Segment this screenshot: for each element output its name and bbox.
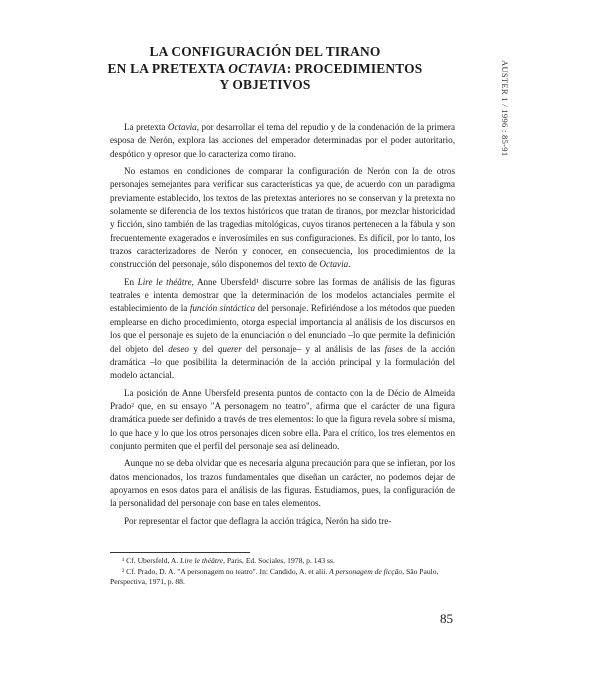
p1-text-a: La pretexta [124,122,168,132]
page-number: 85 [440,611,453,626]
p2-italic: Octavia [319,259,349,270]
fn1-italic: Lire le théâtre [180,556,224,565]
p3-text-c: del personaje. Refiriéndose a los métodos que pueden emplearse en dicho procedimiento, otorga especial importancia al análisis de los discursos en los que el personaje es sujeto de la enunciación o del enunciado –lo que permite la definición del objeto del [110,303,455,354]
footnotes [110,556,455,588]
p3-italic-1: Lire le théâtre [137,276,192,287]
fn1-text-a: ¹ Cf. Ubersfeld, A. [122,556,181,565]
p3-italic-3: deseo [168,343,189,354]
footnote-1 [110,556,455,567]
p1-italic: Octavia [167,122,197,132]
paragraph-2 [110,165,455,272]
p3-text-a: En [124,276,138,287]
paragraph-3 [110,276,455,383]
p3-text-b: , Anne Ubersfeld¹ discurre sobre las formas de análisis de las figuras teatrales e intenta demostrar que la determinación de los modelos actanciales permite el establecimiento de la [110,276,455,314]
footnote-2 [110,567,455,588]
p3-text-e: del personaje– y al análisis de las [241,343,385,354]
title-line-2-post: : PROCEDIMIENTOS [286,60,423,76]
footnote-rule [110,552,250,553]
p1-text-b: , por desarrollar el tema del repudio y de la condenación de la primera esposa de Nerón, explora las acciones del emperador determinadas por el poder autoritario, despótico y opresor que lo caracteriza como tirano. [110,122,455,159]
paragraph-4: La posición de Anne Ubersfeld presenta puntos de contacto con la de Décio de Almeida Prado² que, en su ensayo "A personagem no teatro", afirma que el carácter de una figura dramática puede ser definido a través de tres elementos: lo que la figura revela sobre sí misma, lo que hace y lo que los otros personajes dicen sobre ella. Para el crítico, los tres elementos en conjunto permiten que el perfil del personaje sea así delineado. [110,387,455,451]
p2-text-b: . [348,259,351,270]
paragraph-1 [110,121,455,161]
p3-italic-4: querer [217,343,242,354]
fn1-text-b: , Paris, Ed. Sociales, 1978, p. 143 ss. [223,556,335,565]
title-line-2 [100,61,430,78]
side-citation: AUSTER 1 / 1996 : 85-91 [500,60,510,157]
title-line-2-italic: OCTAVIA [228,60,287,76]
title-line-2-pre: EN LA PRETEXTA [107,60,229,76]
fn2-italic: A personagem de ficção [329,566,403,576]
paragraph-5: Aunque no se deba olvidar que es necesaria alguna precaución para que se infieran, por los datos mencionados, los trazos fundamentales que diseñan un carácter, no podemos dejar de apoyarnos en esos datos para el análisis de las figuras. Estudiamos, pues, la configuración de la personalidad del personaje con base en tales elementos. [110,458,455,509]
article-title [100,44,430,94]
p3-text-f: de la acción dramática –lo que posibilita la determinación de la acción principal y la formulación del modelo actancial. [110,343,455,381]
paragraph-6: Por representar el factor que deflagra la acción trágica, Nerón ha sido tre- [124,515,392,526]
title-line-1: LA CONFIGURACIÓN DEL TIRANO [149,44,381,59]
title-line-3: Y OBJETIVOS [219,77,311,92]
p2-text-a: No estamos en condiciones de comparar la configuración de Nerón con la de otros personajes semejantes para verificar sus características ya que, de acuerdo con un paradigma previamente establecido, los textos de las pretextas anteriores no se conservan y la pretexta no solamente se diferencia de los textos históricos que tratan de tiranos, por mezclar historicidad y ficción, sino también de las tragedias mitológicas, cuyos tiranos pertenecen a la fábula y son frecuentemente exagerados e inverosímiles en sus configuraciones. Es difícil, por lo tanto, los trazos caracterizadores de Nerón y conocer, en consecuencia, los procedimientos de la construcción del personaje, sólo disponemos del texto de [110,166,455,270]
article-body [110,121,455,528]
fn2-text-b: , São Paulo, Perspectiva, 1971, p. 88. [110,566,439,586]
p3-italic-5: fases [384,343,403,354]
p3-italic-2: función sintáctica [189,303,256,314]
fn2-text-a: ² Cf. Prado, D. A. "A personagem no teatro". In: Candido, A. et alii. [122,566,330,576]
p3-text-d: y del [188,343,218,354]
